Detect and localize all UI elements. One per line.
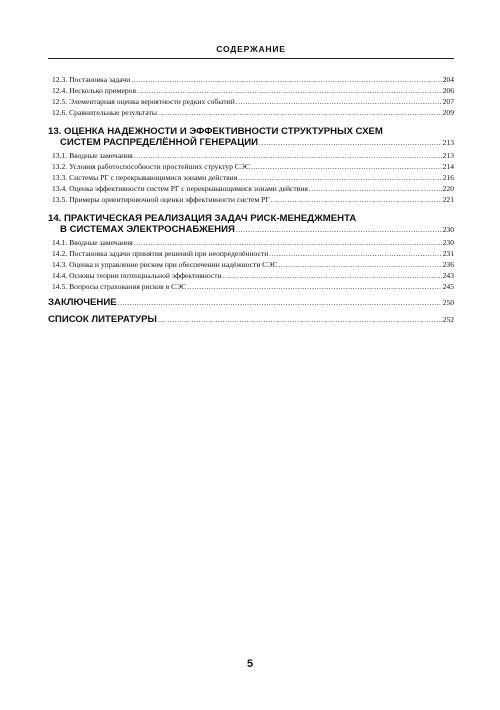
- toc-entry-title: 14.5. Вопросы страхования рисков в СЭС: [52, 282, 187, 291]
- leader-dots: [134, 237, 442, 248]
- toc-entry-title: 14.1. Вводные замечания: [52, 238, 133, 247]
- toc-entry: [48, 85, 454, 96]
- toc-entry-page: 230: [442, 238, 454, 247]
- toc-entry-page: 236: [442, 260, 454, 269]
- chapter-13-title-line2: СИСТЕМ РАСПРЕДЕЛЁННОЙ ГЕНЕРАЦИИ: [60, 137, 259, 148]
- toc-entry-title: 14.2. Постановка задачи принятия решений при неопределённости: [52, 249, 269, 258]
- leader-dots: [223, 270, 442, 281]
- chapter-13-title-line1: 13. ОЦЕНКА НАДЕЖНОСТИ И ЭФФЕКТИВНОСТИ СТРУКТУРНЫХ СХЕМ: [48, 126, 383, 137]
- toc-entry-title: 12.4. Несколько примеров: [52, 86, 137, 95]
- toc-conclusion: [48, 296, 454, 309]
- toc-chapter-14-entries: [48, 237, 454, 292]
- chapter-14-page: 230: [442, 225, 454, 234]
- leader-dots: [236, 224, 442, 235]
- toc-entry-page: 243: [442, 271, 454, 280]
- toc-entry-title: 13.2. Условия работоспособности простейших структур СЭС: [52, 162, 250, 171]
- page-header-title: СОДЕРЖАНИЕ: [216, 44, 286, 54]
- chapter-13-page: 213: [442, 138, 454, 147]
- header-divider: [48, 58, 454, 59]
- leader-dots: [309, 183, 442, 194]
- chapter-14-title-line2: В СИСТЕМАХ ЭЛЕКТРОСНАБЖЕНИЯ: [60, 224, 235, 235]
- toc-entry-page: 245: [442, 282, 454, 291]
- references-title: СПИСОК ЛИТЕРАТУРЫ: [48, 314, 157, 325]
- toc-chapter-14: [48, 213, 454, 235]
- leader-dots: [118, 296, 442, 309]
- leader-dots: [158, 313, 442, 326]
- toc-entry-page: 231: [442, 249, 454, 258]
- toc-entry: [48, 96, 454, 107]
- toc-entry-title: 13.5. Примеры ориентировочной оценки эффективности систем РГ: [52, 195, 270, 204]
- leader-dots: [131, 74, 441, 85]
- leader-dots: [269, 248, 441, 259]
- toc-entry: [48, 183, 454, 194]
- toc-chapter-13: [48, 126, 454, 148]
- toc-entry-title: 12.3. Постановка задачи: [52, 75, 131, 84]
- leader-dots: [187, 281, 441, 292]
- toc-entry-page: 204: [442, 75, 454, 84]
- leader-dots: [158, 107, 442, 118]
- toc-entry-page: 221: [442, 195, 454, 204]
- toc-entry-page: 220: [442, 184, 454, 193]
- toc-entry-title: 12.6. Сравнительные результаты: [52, 108, 157, 117]
- page-number: 5: [246, 658, 254, 670]
- leader-dots: [137, 85, 442, 96]
- toc-references: [48, 313, 454, 326]
- toc-entry-title: 14.3. Оценка и управление риском при обеспечении надёжности СЭС: [52, 260, 278, 269]
- toc-entry: [48, 74, 454, 85]
- toc-entry: [48, 270, 454, 281]
- toc-entry: [48, 150, 454, 161]
- toc-entry: [48, 259, 454, 270]
- leader-dots: [259, 137, 442, 148]
- leader-dots: [134, 150, 442, 161]
- toc-entry-title: 13.4. Оценка эффективности систем РГ с перекрывающимися зонами действия: [52, 184, 308, 193]
- toc-section-12-entries: [48, 74, 454, 118]
- toc-entry: [48, 281, 454, 292]
- toc-entry: [48, 237, 454, 248]
- toc-entry-page: 216: [442, 173, 454, 182]
- leader-dots: [251, 161, 442, 172]
- leader-dots: [236, 96, 442, 107]
- toc-entry: [48, 194, 454, 205]
- toc-entry-page: 206: [442, 86, 454, 95]
- toc-entry-title: 12.5. Элементарная оценка вероятности редких событий: [52, 97, 235, 106]
- toc-entry: [48, 248, 454, 259]
- conclusion-page: 250: [442, 298, 454, 307]
- leader-dots: [238, 172, 441, 183]
- toc-entry: [48, 107, 454, 118]
- conclusion-title: ЗАКЛЮЧЕНИЕ: [48, 297, 117, 308]
- toc-entry: [48, 161, 454, 172]
- toc-entry: [48, 172, 454, 183]
- toc-entry-title: 14.4. Основы теории потенциальной эффективности: [52, 271, 222, 280]
- toc-entry-page: 207: [442, 97, 454, 106]
- leader-dots: [271, 194, 442, 205]
- leader-dots: [278, 259, 441, 270]
- toc-entry-page: 209: [442, 108, 454, 117]
- references-page: 252: [442, 315, 454, 324]
- toc-entry-page: 214: [442, 162, 454, 171]
- table-of-contents: [48, 74, 454, 326]
- chapter-14-title-line1: 14. ПРАКТИЧЕСКАЯ РЕАЛИЗАЦИЯ ЗАДАЧ РИСК-МЕНЕДЖМЕНТА: [48, 213, 357, 224]
- toc-entry-title: 13.3. Системы РГ с перекрывающимися зонами действия: [52, 173, 238, 182]
- toc-entry-page: 213: [442, 151, 454, 160]
- toc-entry-title: 13.1. Вводные замечания: [52, 151, 133, 160]
- toc-chapter-13-entries: [48, 150, 454, 205]
